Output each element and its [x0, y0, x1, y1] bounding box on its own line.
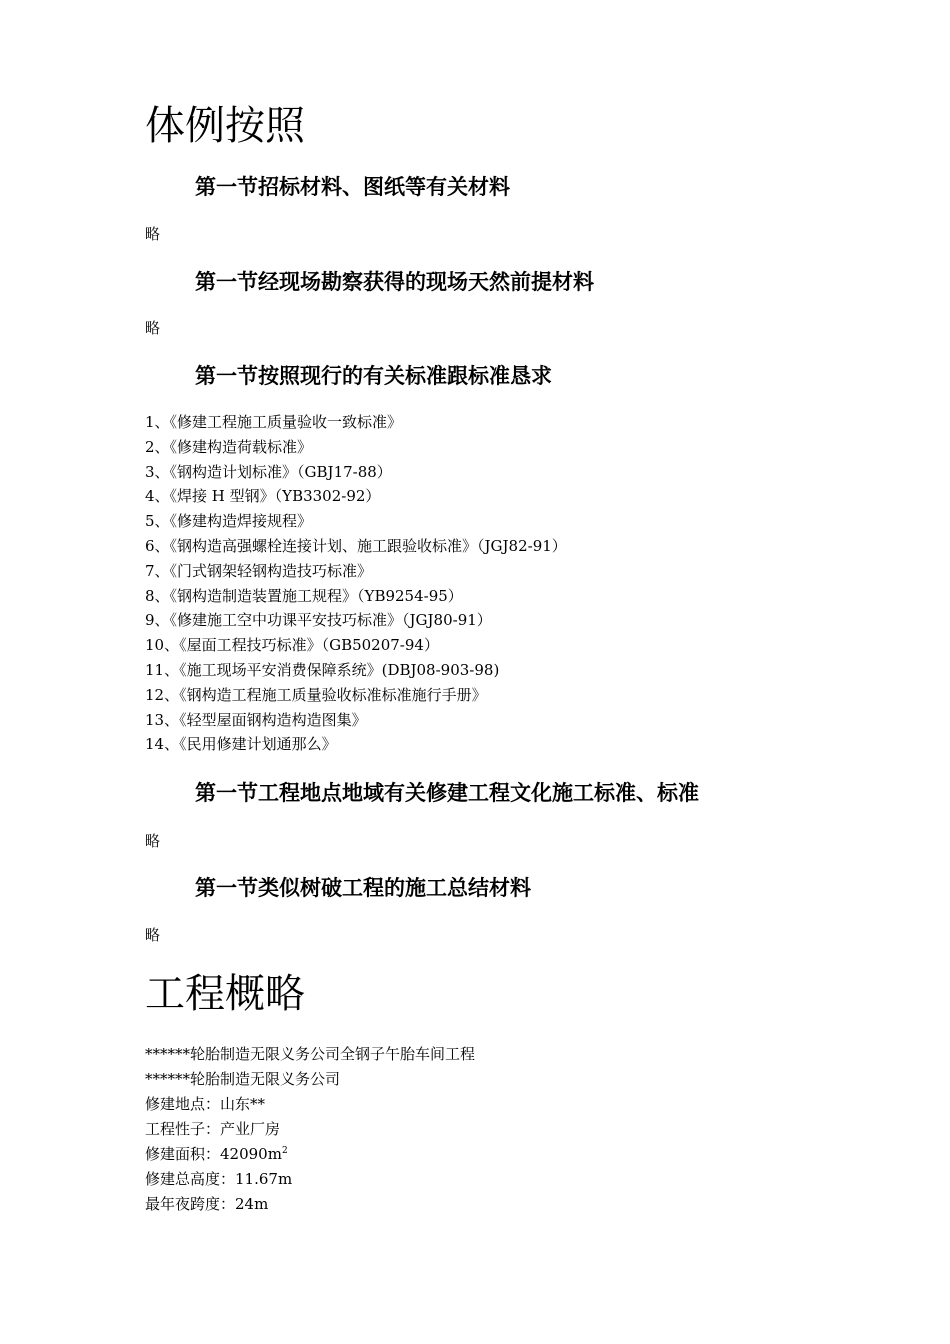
subsection-body: 略: [145, 319, 161, 337]
list-item: 修建总高度：11.67m: [145, 1170, 293, 1188]
area-text: 修建面积：42090m: [145, 1145, 282, 1163]
list-item: 12、《钢构造工程施工质量验收标准标准施行手册》: [145, 685, 487, 704]
list-item: 14、《民用修建计划通那么》: [145, 735, 337, 754]
subsection-heading: 第一节按照现行的有关标准跟标准恳求: [195, 363, 552, 388]
list-item: 3、《钢构造计划标准》（GBJ17-88）: [145, 462, 392, 481]
subsection-body: 略: [145, 225, 161, 243]
subsection-body: 略: [145, 832, 161, 850]
list-item-area: [145, 1144, 475, 1169]
subsection-heading: 第一节工程地点地域有关修建工程文化施工标准、标准: [195, 780, 699, 805]
subsection-heading: 第一节经现场勘察获得的现场天然前提材料: [195, 269, 594, 294]
list-item: 6、《钢构造高强螺栓连接计划、施工跟验收标准》（JGJ82-91）: [145, 536, 567, 555]
area-superscript: 2: [281, 1146, 288, 1156]
list-item: 最年夜跨度：24m: [145, 1195, 269, 1213]
list-item: 工程性子：产业厂房: [145, 1120, 281, 1138]
list-item: 4、《焊接 H 型钢》（YB3302-92）: [145, 487, 381, 506]
subsection-heading: 第一节类似树破工程的施工总结材料: [195, 875, 531, 900]
list-item: 8、《钢构造制造装置施工规程》（YB9254-95）: [145, 586, 463, 605]
list-item: ******轮胎制造无限义务公司: [145, 1070, 341, 1088]
section-title-overview: 工程概略: [145, 971, 305, 1017]
subsection-heading: 第一节招标材料、图纸等有关材料: [195, 174, 510, 199]
list-item: 修建地点：山东**: [145, 1095, 266, 1113]
section-title-basis: 体例按照: [145, 103, 305, 149]
list-item: 1、《修建工程施工质量验收一致标准》: [145, 413, 403, 431]
list-item: 2、《修建构造荷载标准》: [145, 437, 313, 456]
list-item: 13、《轻型屋面钢构造构造图集》: [145, 710, 367, 729]
list-item: 9、《修建施工空中功课平安技巧标准》（JGJ80-91）: [145, 611, 492, 630]
subsection-body: 略: [145, 926, 161, 944]
list-item: 10、《屋面工程技巧标准》（GB50207-94）: [145, 636, 439, 655]
list-item: 11、《施工现场平安消费保障系统》(DBJ08-903-98): [145, 660, 500, 679]
list-item: 5、《修建构造焊接规程》: [145, 512, 313, 531]
project-overview-list: [145, 1044, 475, 1219]
standards-list: [145, 412, 567, 759]
list-item: 7、《门式钢架轻钢构造技巧标准》: [145, 561, 373, 580]
list-item: ******轮胎制造无限义务公司全钢子午胎车间工程: [145, 1045, 476, 1063]
